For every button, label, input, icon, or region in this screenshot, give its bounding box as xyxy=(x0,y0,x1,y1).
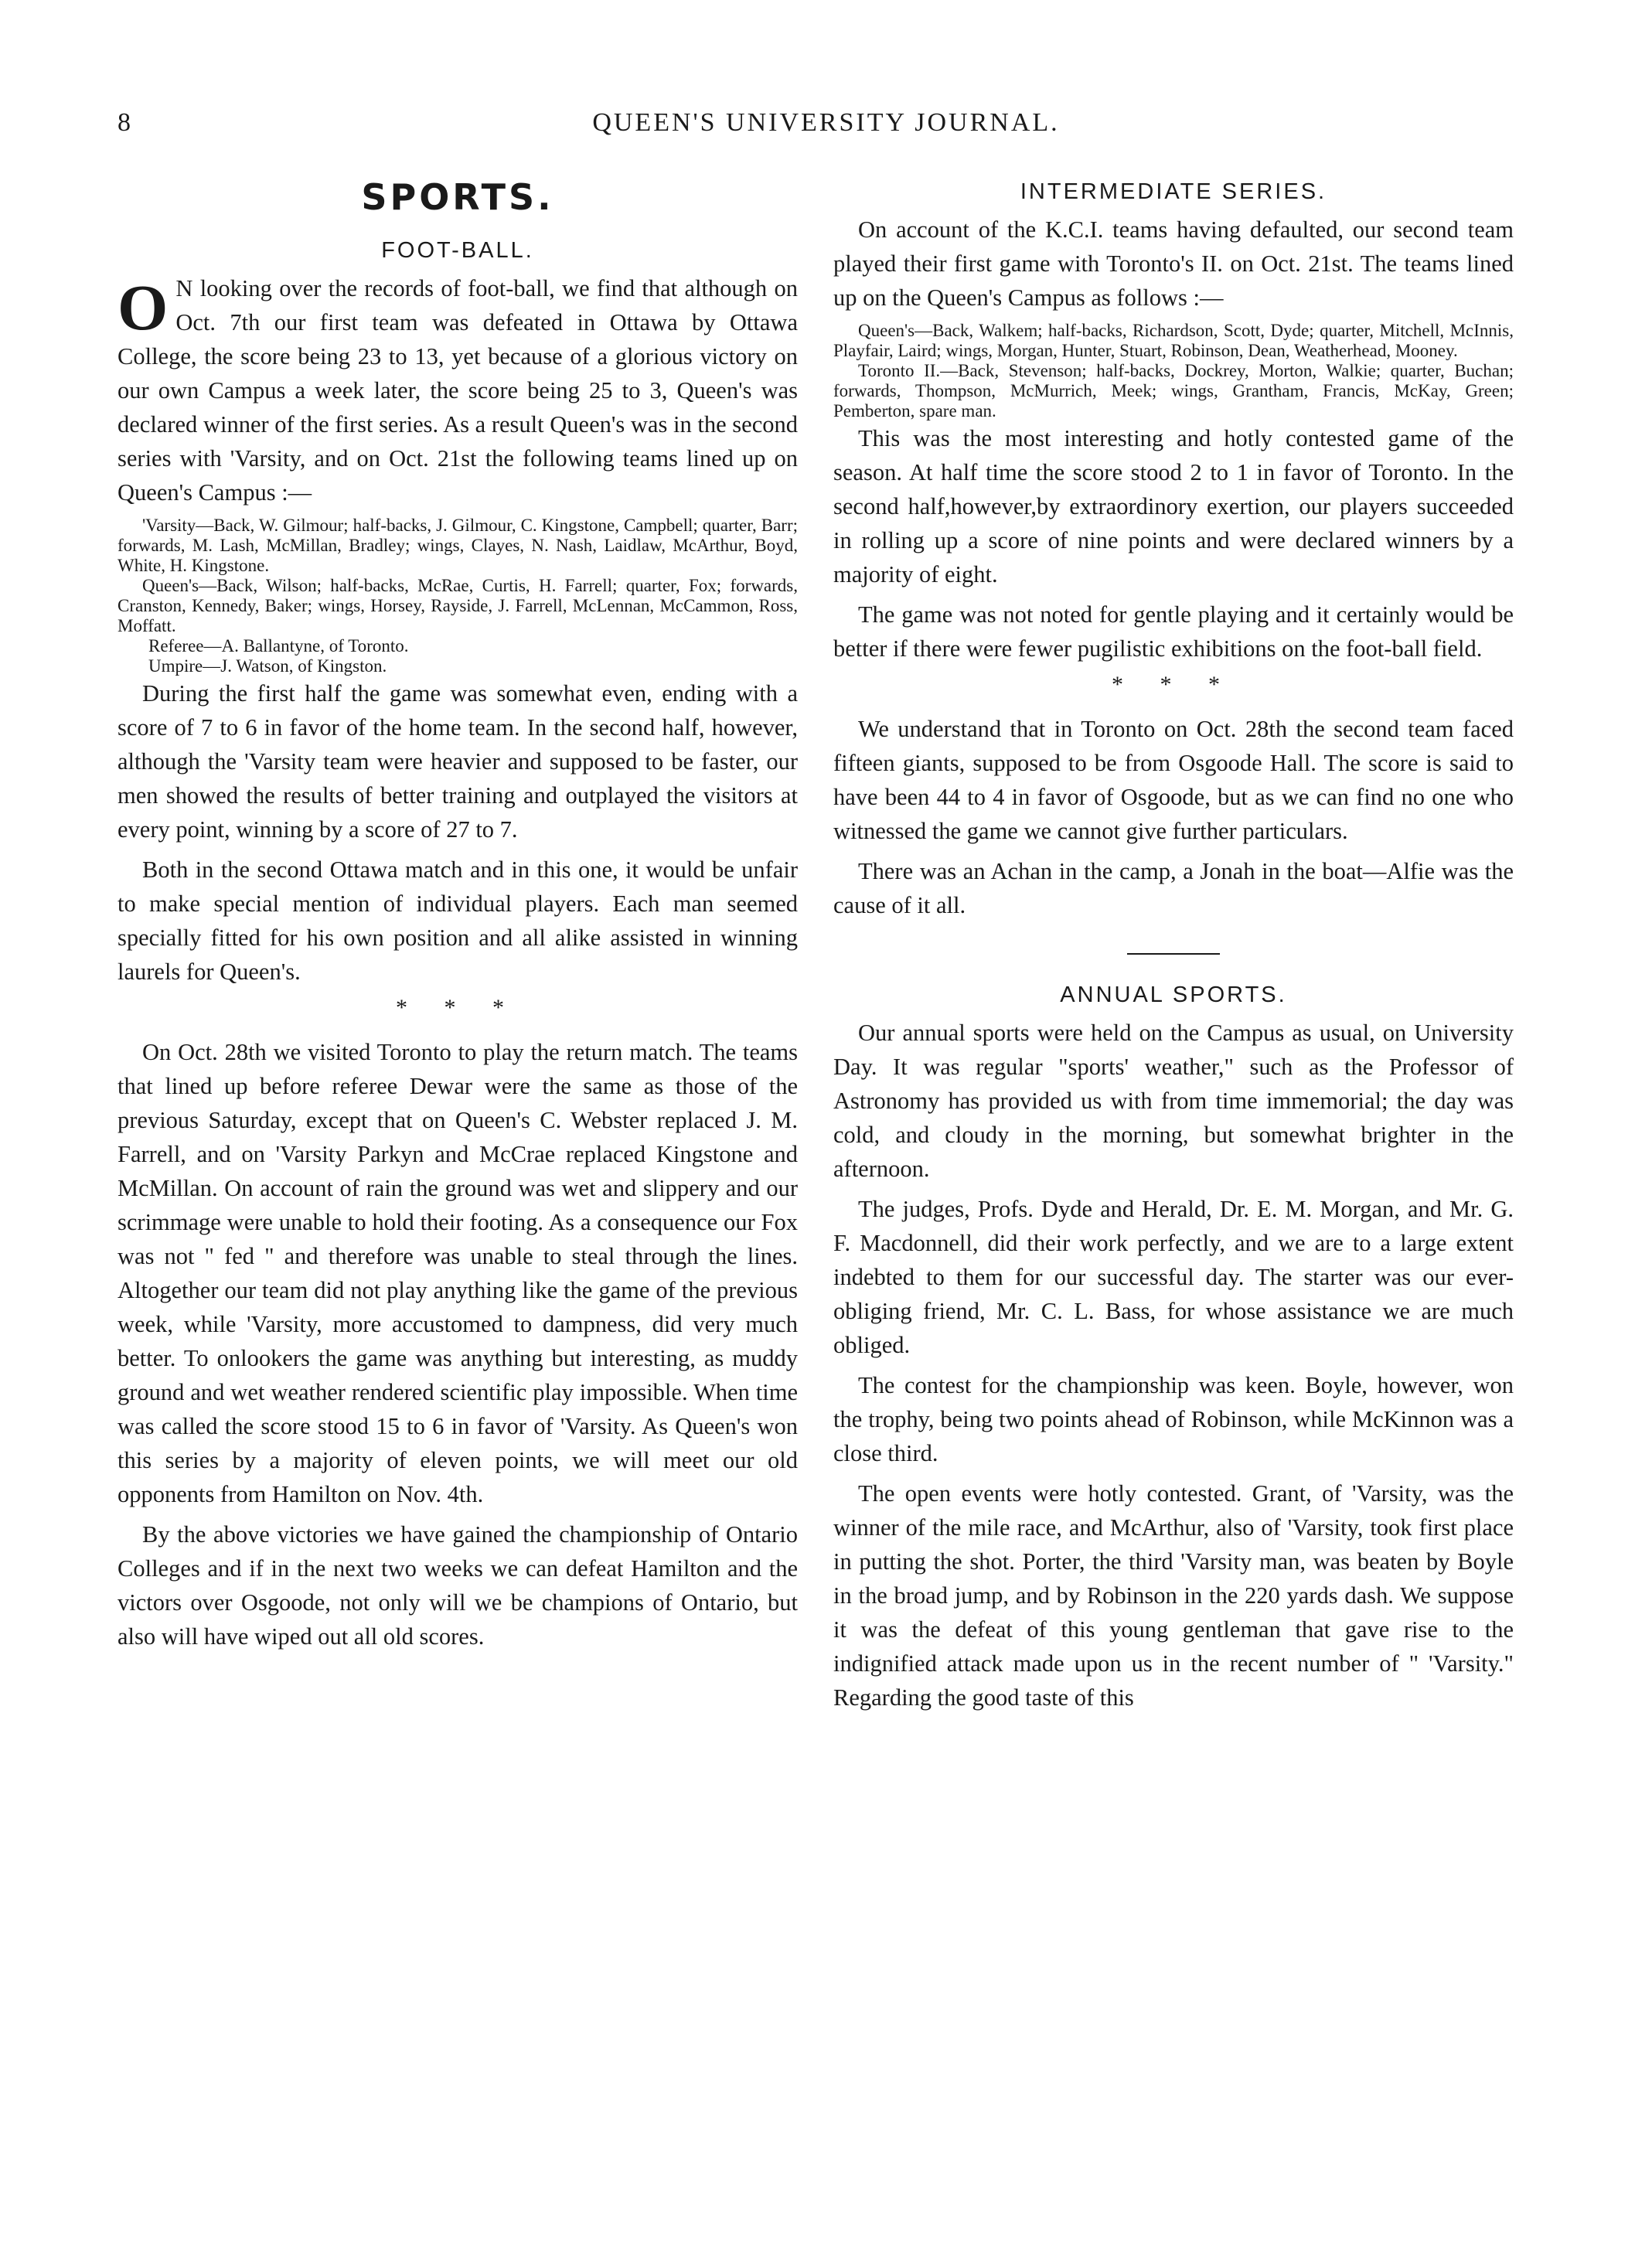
para-annual: Our annual sports were held on the Campus as usual, on University Day. It was regular "sports' weather," such as the Professor of Astronomy has provided us with from time immemorial; the day was cold, and cloudy in the morning, but somewhat brighter in the afternoon. xyxy=(833,1020,1514,1182)
para-ottawa: Both in the second Ottawa match and in this one, it would be unfair to make special mention of individual players. Each man seemed specially fitted for his own position and all alike assisted in winning laurels for Queen's. xyxy=(118,856,798,985)
section-stars: * * * xyxy=(396,995,519,1020)
section-stars: * * * xyxy=(1112,672,1235,697)
para-osgoode: We understand that in Toronto on Oct. 28th the second team faced fifteen giants, supposed to be from Osgoode Hall. The score is said to have been 44 to 4 in favor of Osgoode, but as we can find no one who witnessed the game we cannot give further particulars. xyxy=(833,716,1514,844)
para-first-half: During the first half the game was somewhat even, ending with a score of 7 to 6 in favor of the home team. In the second half, however, although the 'Varsity team were heavier and supposed to be faster, our men showed the results of better training and outplayed the visitors at every point, winning by a score of 27 to 7. xyxy=(118,680,798,843)
intermediate-heading: INTERMEDIATE SERIES. xyxy=(1020,179,1327,204)
para-championship: By the above victories we have gained the championship of Ontario Colleges and if in the next two weeks we can defeat Hamilton and the victors over Osgoode, not only will we be champions of Ontario, but also will have wiped out all old scores. xyxy=(118,1521,798,1650)
para-intermediate: On account of the K.C.I. teams having defaulted, our second team played their first game with Toronto's II. on Oct. 21st. The teams lined up on the Queen's Campus as follows :— xyxy=(833,216,1514,311)
lineup-toronto-second: Toronto II.—Back, Stevenson; half-backs, Dockrey, Morton, Walkie; quarter, Buchan; forwards, Thompson, McMurrich, Meek; wings, Grantham, Francis, McKay, Green; Pemberton, spare man. xyxy=(833,361,1514,421)
lineup-queens: Queen's—Back, Wilson; half-backs, McRae, Curtis, H. Farrell; quarter, Fox; forwards, Cranston, Kennedy, Baker; wings, Horsey, Rayside, J. Farrell, McLennan, McCammon, Ross, Moffatt. xyxy=(118,576,798,635)
left-column xyxy=(118,172,798,1660)
umpire: Umpire—J. Watson, of Kingston. xyxy=(148,656,387,676)
para-interesting: This was the most interesting and hotly contested game of the season. At half time the score stood 2 to 1 in favor of Toronto. In the second half,however,by extraordinory exertion, our players succeeded in rolling up a score of nine points and were declared winners by a majority of eight. xyxy=(833,425,1514,587)
section-rule xyxy=(1127,953,1220,955)
sports-heading: SPORTS. xyxy=(361,176,554,218)
para-oct28: On Oct. 28th we visited Toronto to play the return match. The teams that lined up before referee Dewar were the same as those of the previous Saturday, except that on Queen's C. Webster replaced J. M. Farrell, and on 'Varsity Parkyn and McCrae replaced Kingstone and McMillan. On account of rain the ground was wet and slippery and our scrimmage were unable to hold their footing. As a consequence our Fox was not " fed " and therefore was unable to steal through the lines. Altogether our team did not play anything like the game of the previous week, while 'Varsity, more accustomed to dampness, did very much better. To onlookers the game was anything but interesting, as muddy ground and wet weather rendered scientific play impossible. When time was called the score stood 15 to 6 in favor of 'Varsity. As Queen's won this series by a majority of eleven points, we will meet our old opponents from Hamilton on Nov. 4th. xyxy=(118,1039,798,1507)
intro-text: N looking over the records of foot-ball, we find that although on Oct. 7th our first team was defeated in Ottawa by Ottawa College, the score being 23 to 13, yet because of a glorious victory on our own Campus a week later, the score being 25 to 3, Queen's was declared winner of the first series. As a result Queen's was in the second series with 'Varsity, and on Oct. 21st the following teams lined up on Queen's Campus :— xyxy=(118,275,798,506)
lineup-varsity: 'Varsity—Back, W. Gilmour; half-backs, J. Gilmour, C. Kingstone, Campbell; quarter, Barr; forwards, M. Lash, McMillan, Bradley; wings, Clayes, N. Nash, Laidlaw, McArthur, Boyd, White, H. Kingstone. xyxy=(118,516,798,575)
para-open-events: The open events were hotly contested. Grant, of 'Varsity, was the winner of the mile race, and McArthur, also of 'Varsity, took first place in putting the shot. Porter, the third 'Varsity man, was beaten by Boyle in the broad jump, and by Robinson in the 220 yards dash. We suppose it was the defeat of this young gentleman that gave rise to the indignified attack made upon us in the recent number of " 'Varsity." Regarding the good taste of this xyxy=(833,1480,1514,1711)
para-gentle: The game was not noted for gentle playing and it certainly would be better if there were fewer pugilistic exhibitions on the foot-ball field. xyxy=(833,601,1514,662)
annual-sports-heading: ANNUAL SPORTS. xyxy=(1060,982,1287,1007)
para-judges: The judges, Profs. Dyde and Herald, Dr. E. M. Morgan, and Mr. G. F. Macdonnell, did their work perfectly, and we are to a large extent indebted to them for our successful day. The starter was our ever-obliging friend, Mr. C. L. Bass, for whose assistance we are much obliged. xyxy=(833,1196,1514,1358)
para-achan: There was an Achan in the camp, a Jonah in the boat—Alfie was the cause of it all. xyxy=(833,858,1514,918)
lineup-queens-second: Queen's—Back, Walkem; half-backs, Richardson, Scott, Dyde; quarter, Mitchell, McInnis, Playfair, Laird; wings, Morgan, Hunter, Stuart, Robinson, Dean, Weatherhead, Mooney. xyxy=(833,321,1514,360)
football-intro xyxy=(118,271,798,509)
referee: Referee—A. Ballantyne, of Toronto. xyxy=(148,636,409,656)
drop-cap: O xyxy=(118,272,169,344)
right-column xyxy=(833,172,1514,1721)
football-heading: FOOT-BALL. xyxy=(381,238,534,263)
page-number: 8 xyxy=(118,108,131,137)
running-title: QUEEN'S UNIVERSITY JOURNAL. xyxy=(592,108,1060,137)
para-contest: The contest for the championship was keen. Boyle, however, won the trophy, being two points ahead of Robinson, while McKinnon was a close third. xyxy=(833,1372,1514,1466)
